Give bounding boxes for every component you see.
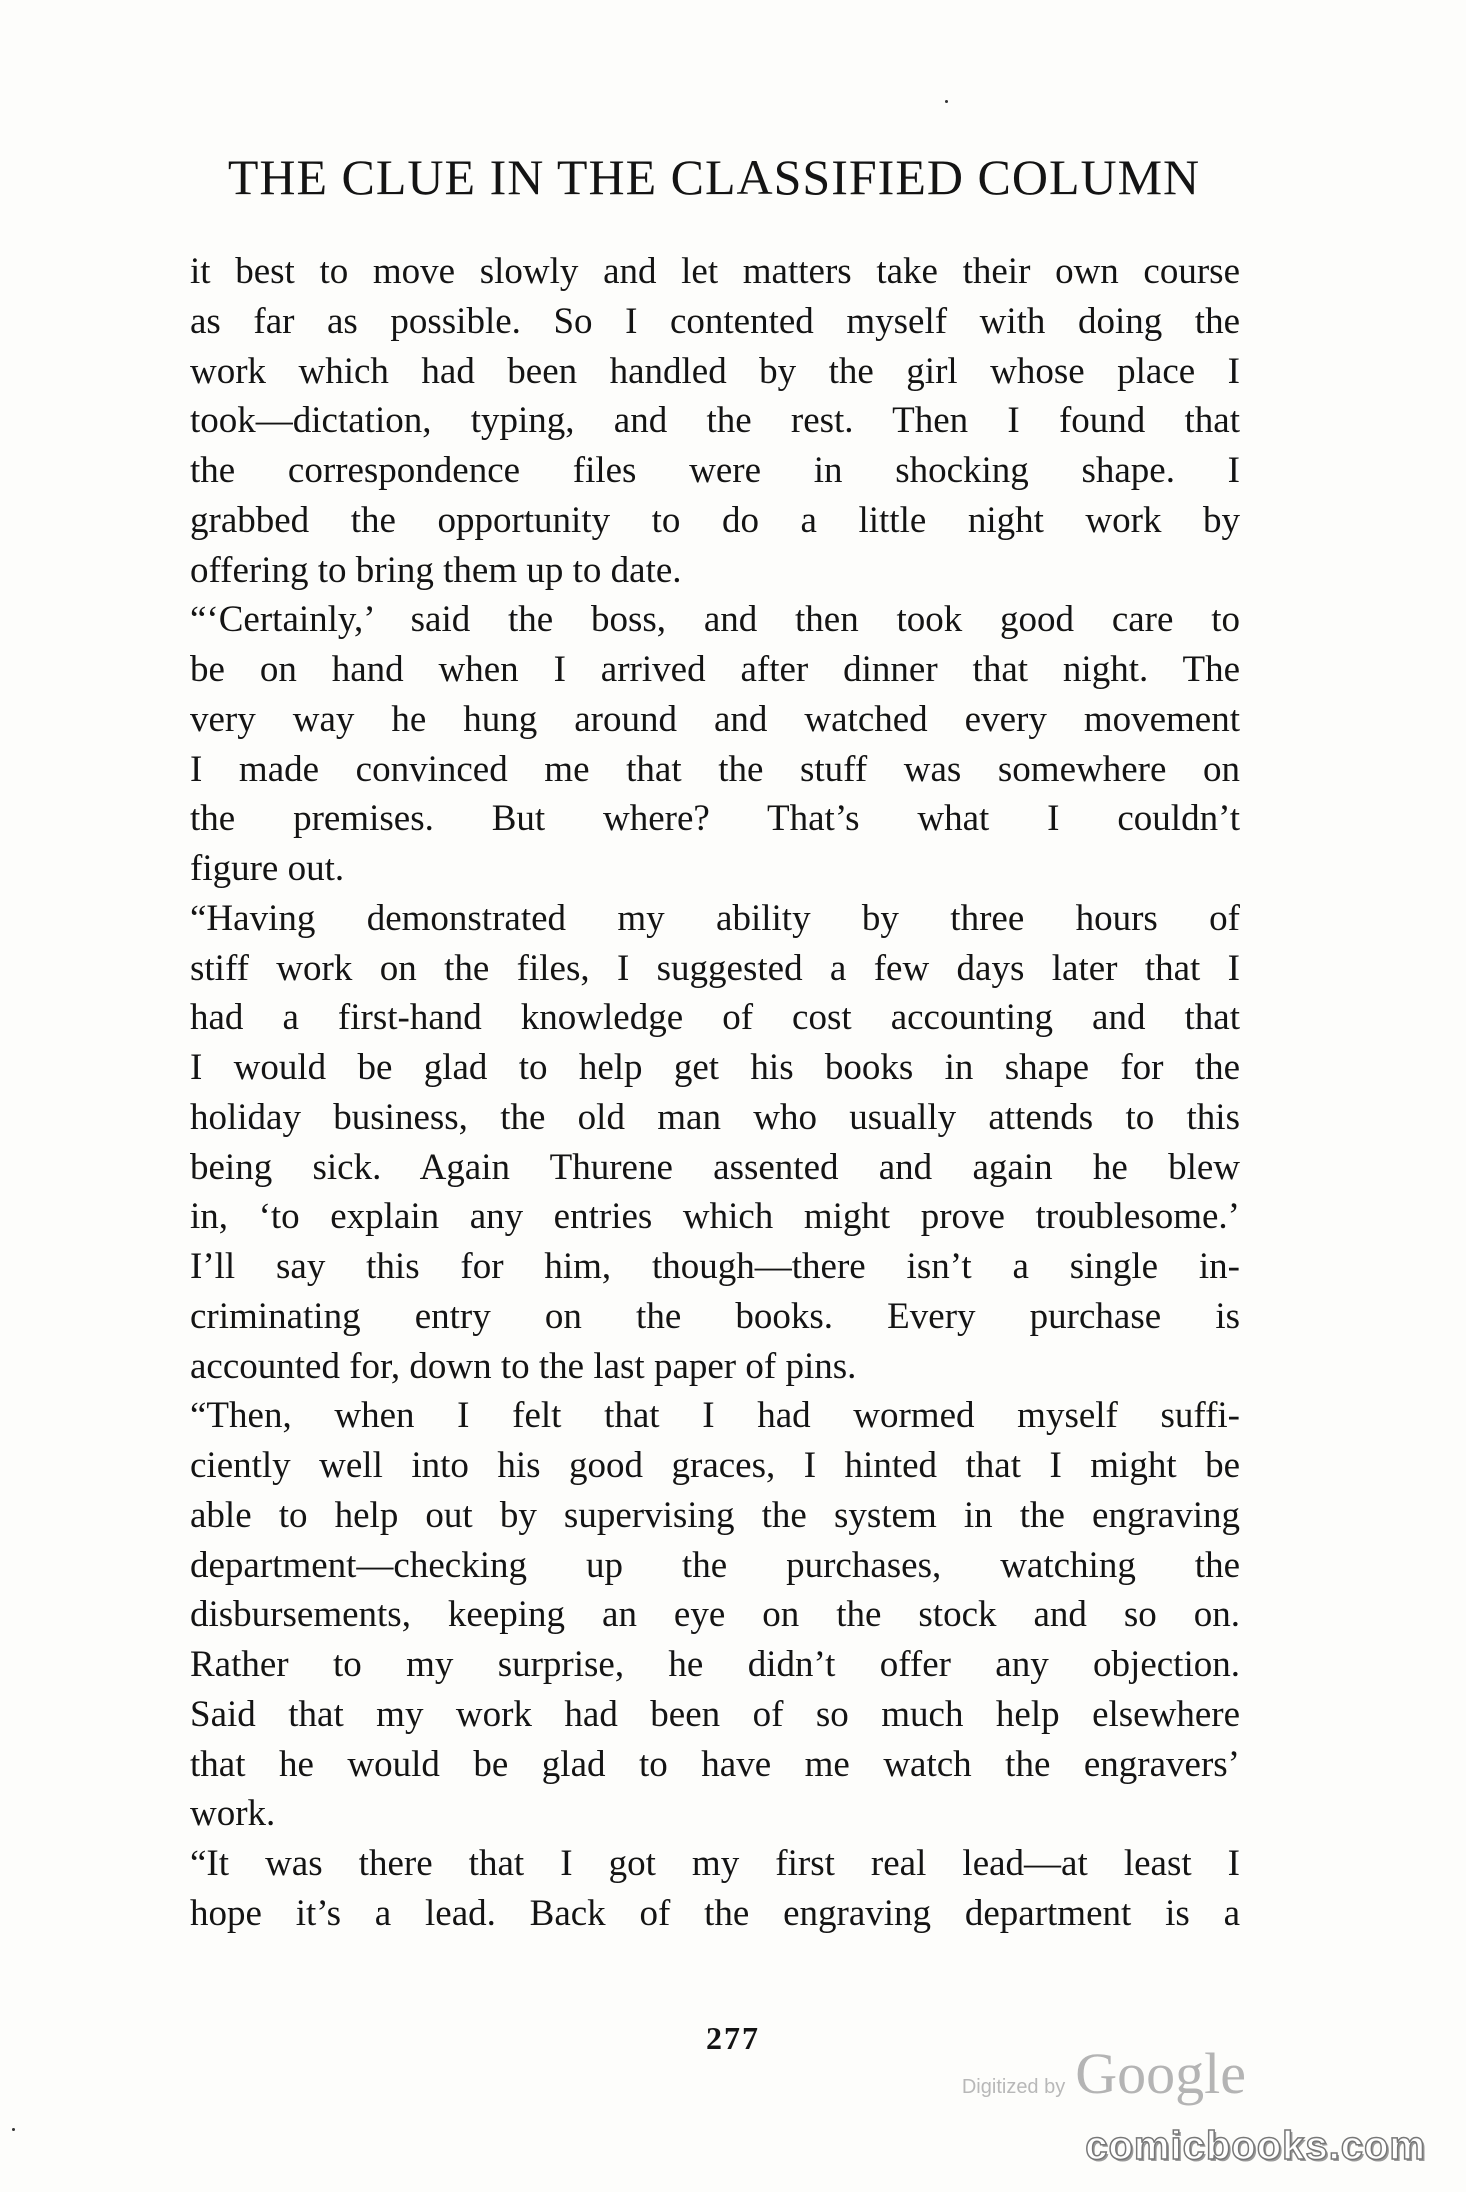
text-line: I made convinced me that the stuff was somewhere on <box>190 748 1240 790</box>
text-line: I would be glad to help get his books in shape for the <box>190 1047 1240 1088</box>
digitized-by-label: Digitized by <box>961 2076 1066 2098</box>
text-line: disbursements, keeping an eye on the stock and so on. <box>190 1594 1240 1636</box>
google-watermark <box>962 2040 1246 2107</box>
body-text <box>190 247 1240 1939</box>
text-line: Said that my work had been of so much help elsewhere <box>190 1693 1240 1735</box>
text-line: it best to move slowly and let matters take their own course <box>190 251 1240 292</box>
text-line: accounted for, down to the last paper of pins. <box>190 1345 857 1387</box>
text-line: offering to bring them up to date. <box>190 549 682 591</box>
text-line: “It was there that I got my first real lead—at least I <box>190 1843 1240 1884</box>
text-line: that he would be glad to have me watch the engravers’ <box>190 1743 1240 1785</box>
scan-speck <box>945 100 948 103</box>
text-line: the correspondence files were in shocking shape. I <box>190 450 1240 491</box>
text-line: work. <box>190 1793 276 1835</box>
text-line: had a first-hand knowledge of cost accounting and that <box>190 997 1240 1039</box>
text-line: criminating entry on the books. Every purchase is <box>190 1295 1240 1337</box>
text-line: able to help out by supervising the system in the engraving <box>190 1494 1240 1536</box>
text-line: Rather to my surprise, he didn’t offer any objection. <box>190 1644 1240 1685</box>
text-line: department—checking up the purchases, watching the <box>190 1544 1240 1586</box>
text-line: the premises. But where? That’s what I couldn’t <box>190 798 1240 840</box>
text-line: I’ll say this for him, though—there isn’t a single in- <box>190 1246 1240 1287</box>
text-line: grabbed the opportunity to do a little night work by <box>190 499 1240 541</box>
text-line: stiff work on the files, I suggested a few days later that I <box>190 947 1240 989</box>
text-line: be on hand when I arrived after dinner that night. The <box>190 649 1240 690</box>
text-line: in, ‘to explain any entries which might prove troublesome.’ <box>190 1196 1240 1238</box>
text-line: “‘Certainly,’ said the boss, and then took good care to <box>190 599 1240 641</box>
text-line: ciently well into his good graces, I hinted that I might be <box>190 1445 1240 1486</box>
text-line: as far as possible. So I contented myself with doing the <box>190 300 1240 342</box>
text-line: took—dictation, typing, and the rest. Then I found that <box>190 400 1240 442</box>
page-number: 277 <box>706 2020 760 2056</box>
text-line: hope it’s a lead. Back of the engraving department is a <box>190 1892 1240 1934</box>
text-line: work which had been handled by the girl whose place I <box>190 350 1240 392</box>
text-line: very way he hung around and watched every movement <box>190 698 1240 740</box>
text-line: being sick. Again Thurene assented and again he blew <box>190 1146 1240 1188</box>
running-header: THE CLUE IN THE CLASSIFIED COLUMN <box>227 149 1201 205</box>
text-line: “Then, when I felt that I had wormed myself suffi- <box>190 1395 1240 1437</box>
text-line: figure out. <box>190 848 345 889</box>
site-watermark: comicbooks.com <box>1085 2124 1426 2168</box>
text-line: holiday business, the old man who usually attends to this <box>190 1096 1240 1138</box>
text-line: “Having demonstrated my ability by three hours of <box>190 897 1240 939</box>
google-logo-text: Google <box>1075 2041 1246 2106</box>
scan-speck <box>12 2128 15 2131</box>
